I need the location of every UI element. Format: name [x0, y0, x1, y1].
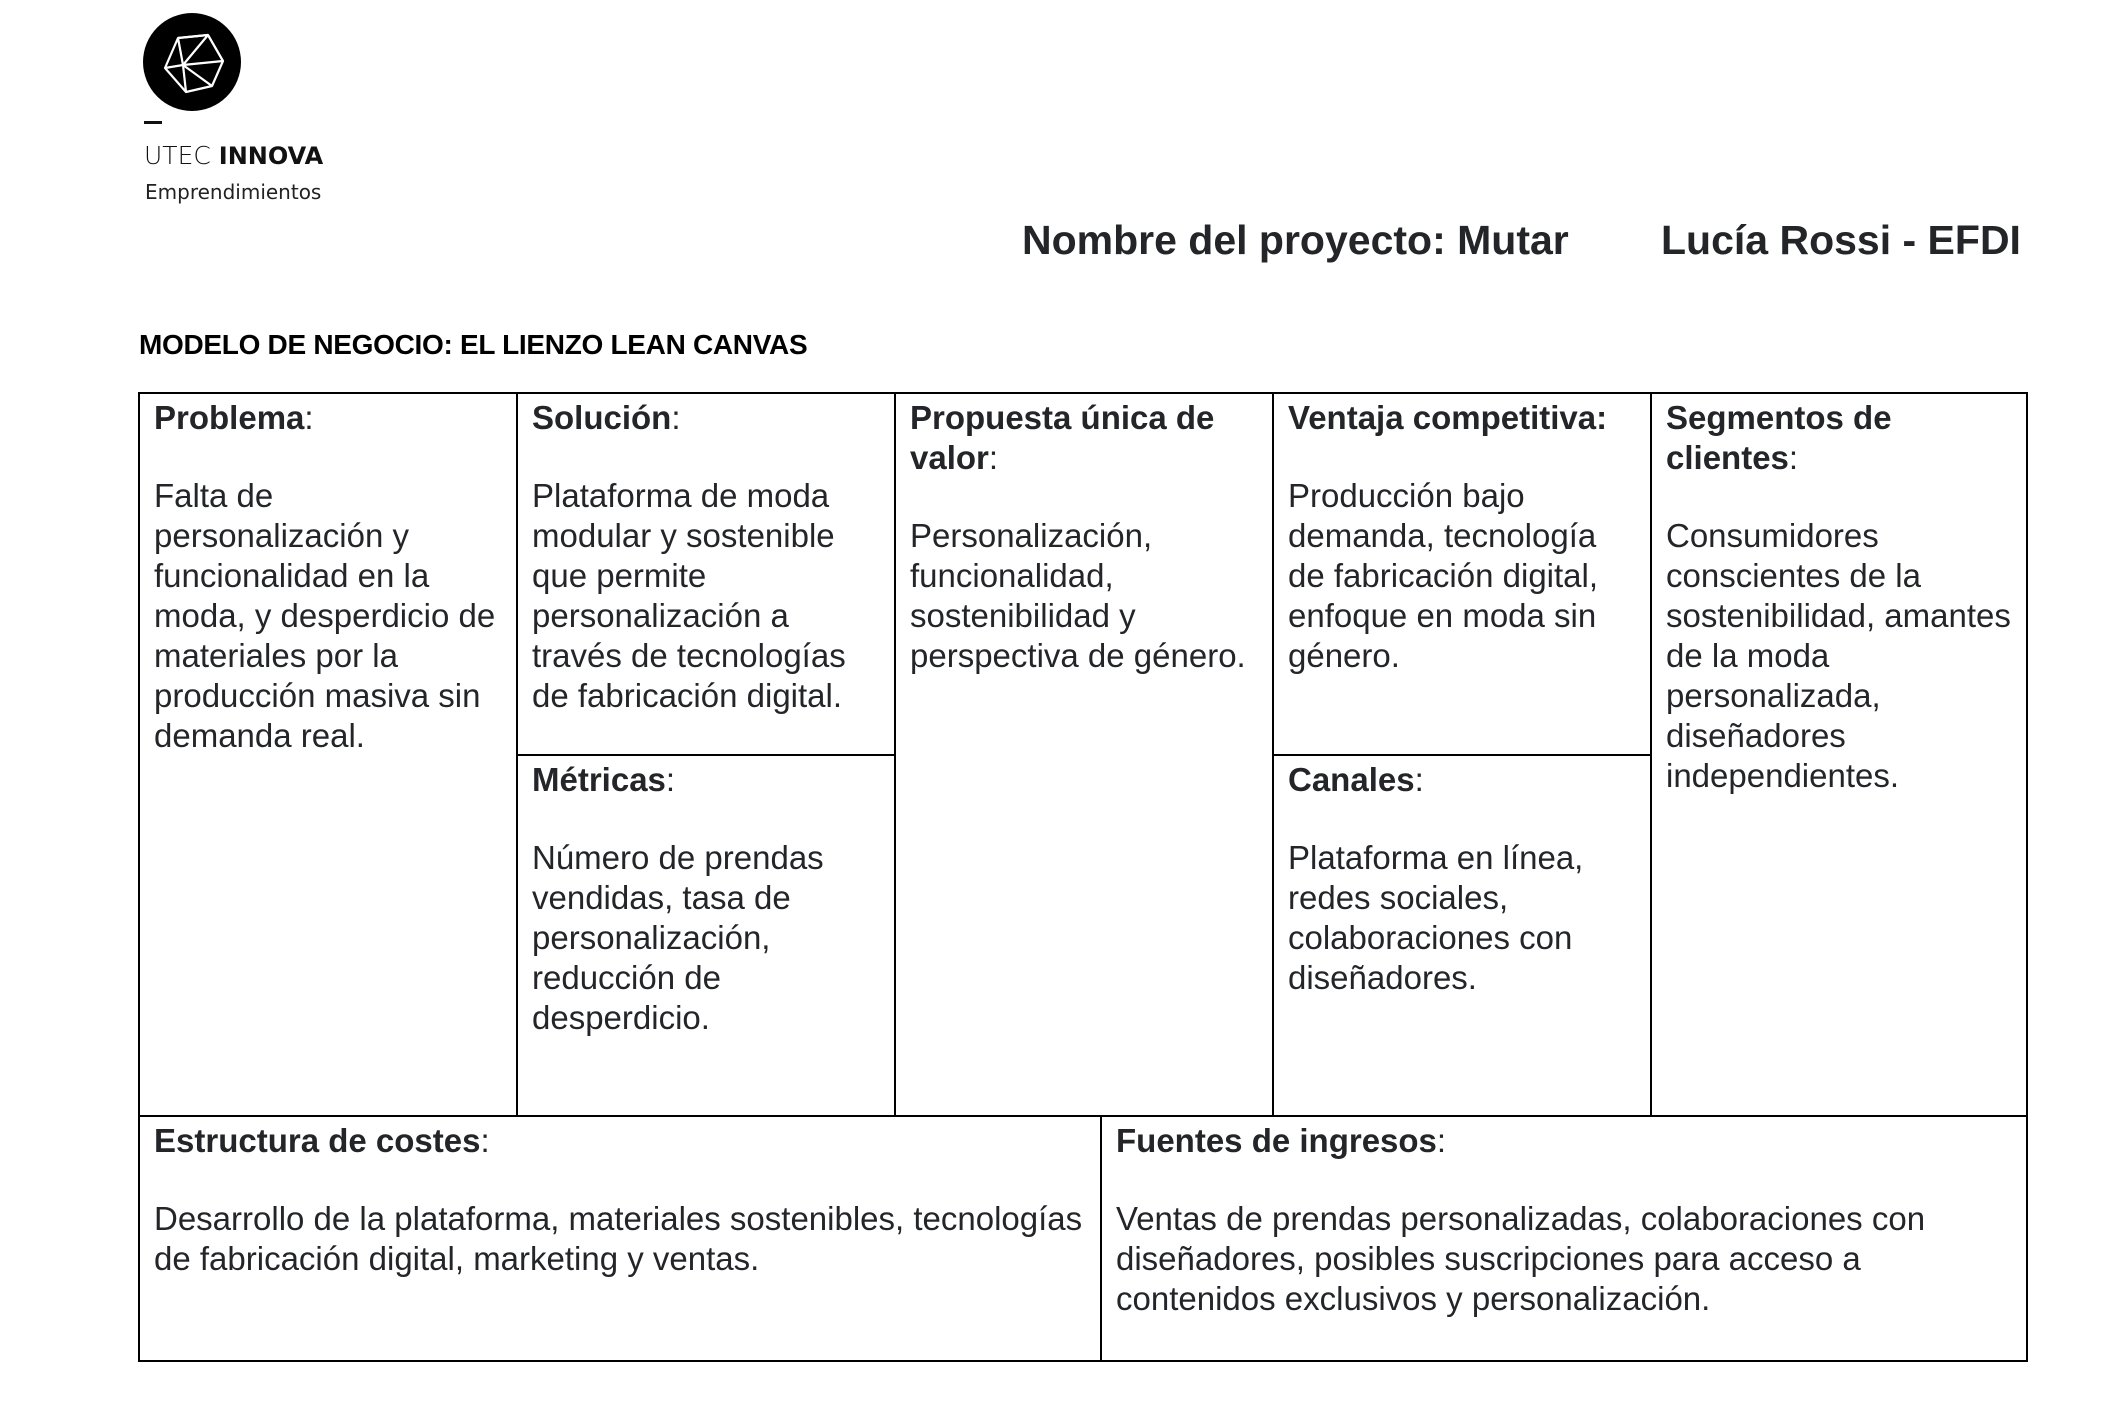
cell-body: Producción bajo demanda, tecnología de fabricación digital, enfoque en moda sin género.: [1288, 477, 1599, 674]
logo-subtitle: Emprendimientos: [145, 180, 322, 204]
label-text: Solución: [532, 399, 672, 436]
cell-body: Plataforma en línea, redes sociales, colaboraciones con diseñadores.: [1288, 839, 1584, 996]
author-name: Lucía Rossi - EFDI: [1661, 217, 2021, 263]
cell-body: Número de prendas vendidas, tasa de personalización, reducción de desperdicio.: [532, 839, 824, 1036]
cell-canales: [1272, 754, 1652, 1117]
cell-body: Falta de personalización y funcionalidad en la moda, y desperdicio de materiales por la producción masiva sin demanda real.: [154, 477, 496, 754]
logo-brand-light: UTEC: [144, 141, 211, 170]
label-colon: :: [671, 399, 681, 436]
document-title: MODELO DE NEGOCIO: EL LIENZO LEAN CANVAS: [139, 329, 808, 360]
label-colon: :: [1436, 1122, 1447, 1159]
cell-solucion: [516, 392, 896, 756]
cell-body: Desarrollo de la plataforma, materiales sostenibles, tecnologías de fabricación digital, marketing y ventas.: [154, 1200, 1083, 1277]
label-text: Segmentos de clientes: [1666, 399, 1892, 476]
cell-label: [910, 398, 1260, 478]
logo-dash: [144, 121, 162, 124]
label-colon: :: [1788, 439, 1799, 476]
cell-body: Ventas de prendas personalizadas, colaboraciones con diseñadores, posibles suscripciones para acceso a contenidos exclusivos y personalización.: [1116, 1200, 1926, 1317]
label-colon: :: [1414, 761, 1424, 798]
cell-label: [1116, 1121, 2014, 1161]
cell-propuesta-valor: [894, 392, 1274, 1117]
cell-problema: [138, 392, 518, 1117]
label-colon: :: [480, 1122, 490, 1159]
project-name: Nombre del proyecto: Mutar: [1022, 217, 1569, 263]
cell-body: Personalización, funcionalidad, sostenibilidad y perspectiva de género.: [910, 517, 1246, 674]
lean-canvas: [138, 392, 2028, 1362]
label-text: Canales: [1288, 761, 1415, 798]
label-colon: :: [665, 761, 676, 798]
cell-fuentes-ingresos: [1100, 1115, 2028, 1362]
label-colon: :: [304, 399, 314, 436]
cell-label: [532, 760, 882, 800]
cell-label: [532, 398, 882, 438]
cell-metricas: [516, 754, 896, 1117]
cell-label: [1288, 760, 1638, 800]
label-text: Propuesta única de valor: [910, 399, 1215, 476]
label-text: Métricas: [532, 761, 666, 798]
label-text: Problema: [154, 399, 305, 436]
label-text: Estructura de costes: [154, 1122, 481, 1159]
cell-label: [154, 398, 504, 438]
label-colon: :: [988, 439, 999, 476]
logo-brand-bold: INNOVA: [218, 142, 324, 170]
icosahedron-icon: [143, 13, 241, 111]
cell-label: [154, 1121, 1088, 1161]
cell-segmentos-clientes: [1650, 392, 2028, 1117]
label-text: Ventaja competitiva:: [1288, 399, 1608, 436]
cell-estructura-costes: [138, 1115, 1102, 1362]
cell-ventaja-competitiva: [1272, 392, 1652, 756]
logo-wordmark: [144, 141, 323, 170]
cell-body: Plataforma de moda modular y sostenible que permite personalización a través de tecnologías de fabricación digital.: [532, 477, 846, 714]
cell-body: Consumidores conscientes de la sostenibilidad, amantes de la moda personalizada, diseñadores independientes.: [1666, 517, 2011, 794]
cell-label: [1666, 398, 2014, 478]
utec-logo-mark: [143, 13, 241, 111]
cell-label: [1288, 398, 1638, 438]
label-text: Fuentes de ingresos: [1116, 1122, 1437, 1159]
